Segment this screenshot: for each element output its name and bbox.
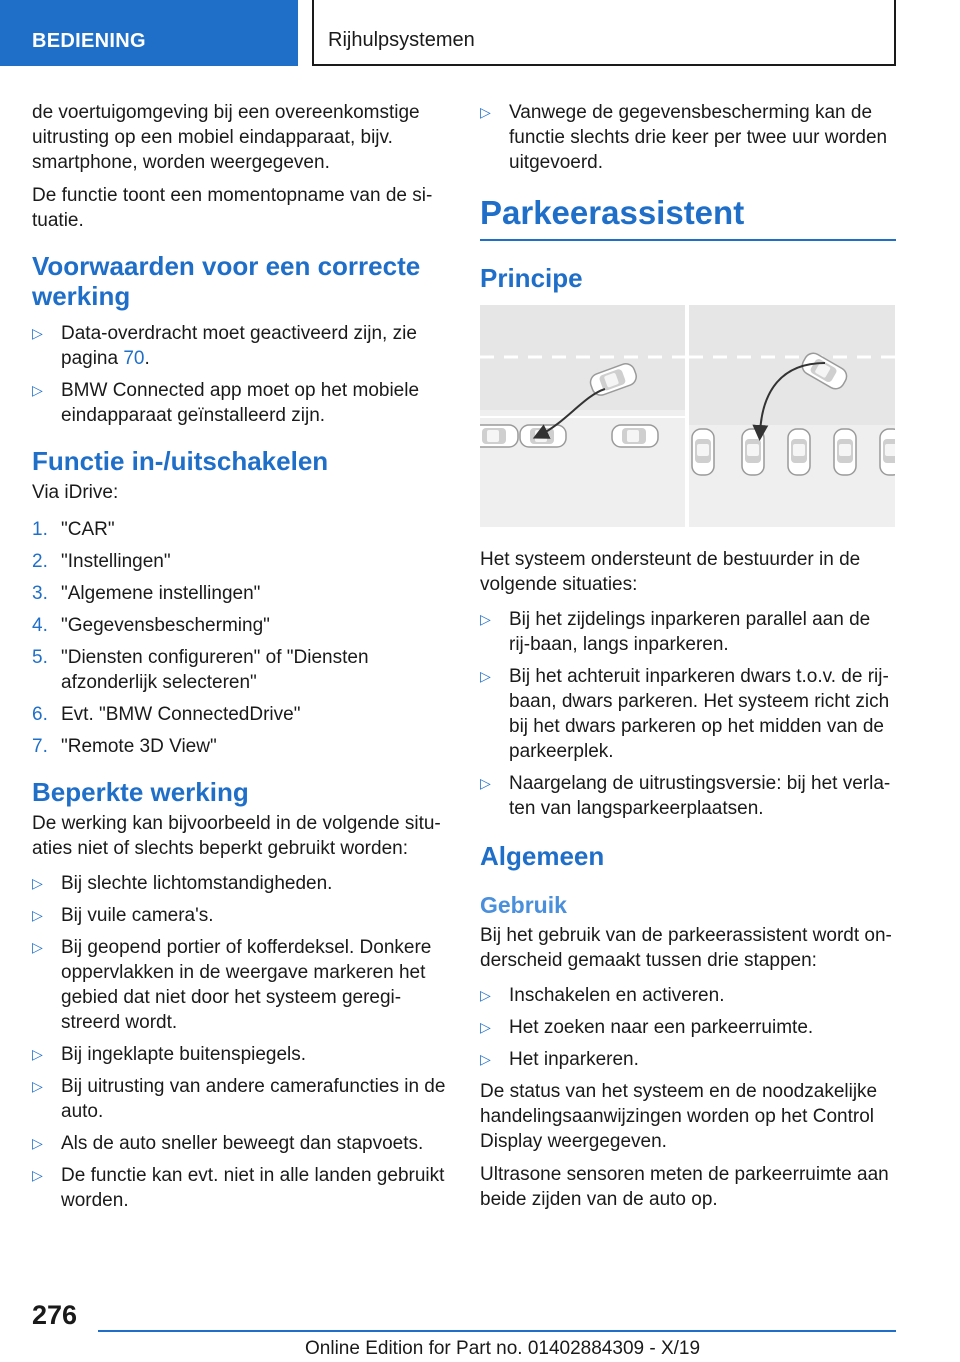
list-item (32, 935, 450, 1035)
step-number: 4. (32, 615, 48, 636)
triangle-bullet-icon: ▷ (32, 875, 43, 891)
list-item-text: Het inparkeren. (509, 1049, 639, 1070)
triangle-bullet-icon: ▷ (32, 1167, 43, 1183)
list-item-text: Als de auto sneller beweegt dan stapvoets. (61, 1133, 424, 1154)
heading-limited: Beperkte werking (32, 777, 249, 807)
list-item (32, 1042, 450, 1067)
triangle-bullet-icon: ▷ (480, 668, 491, 684)
paragraph: Bij het gebruik van de parkeerassistent wordt on‐derscheid gemaakt tussen drie stappen: (480, 925, 892, 971)
edition-note: Online Edition for Part no. 01402884309 - X/19 (305, 1338, 701, 1359)
list-item (32, 702, 450, 727)
list-item-text: Bij uitrusting van andere camerafuncties in de auto. (61, 1076, 446, 1122)
chapter-tab (312, 0, 896, 66)
page-link[interactable]: 70 (123, 348, 145, 369)
section-tab (0, 0, 298, 66)
list-item (32, 581, 450, 606)
car-parked (480, 425, 518, 447)
situations-list (480, 607, 896, 821)
paragraph: De werking kan bijvoorbeeld in de volgende situ‐aties niet of slechts beperkt gebruikt worden: (32, 813, 441, 859)
triangle-bullet-icon: ▷ (480, 104, 491, 120)
triangle-bullet-icon: ▷ (32, 382, 43, 398)
list-item (32, 1131, 450, 1156)
list-item (32, 549, 450, 574)
list-item-text: Bij slechte lichtomstandigheden. (61, 873, 333, 894)
list-item-text: "CAR" (61, 519, 115, 540)
page-number: 276 (32, 1300, 78, 1330)
list-item-text: Naargelang de uitrustingsversie: bij het verla‐ten van langsparkeerplaatsen. (509, 773, 891, 819)
heading-use: Gebruik (480, 892, 567, 918)
stages-list (480, 983, 896, 1072)
list-item (480, 100, 896, 175)
triangle-bullet-icon: ▷ (32, 1046, 43, 1062)
triangle-bullet-icon: ▷ (480, 775, 491, 791)
list-item-text: De functie kan evt. niet in alle landen gebruikt worden. (61, 1165, 445, 1211)
car-parked (880, 429, 895, 475)
heading-conditions: Voorwaarden voor een correcte werking (32, 251, 421, 311)
triangle-bullet-icon: ▷ (32, 939, 43, 955)
list-item-text: BMW Connected app moet op het mobiele eindapparaat geïnstalleerd zijn. (61, 380, 420, 426)
triangle-bullet-icon: ▷ (480, 611, 491, 627)
list-item-text: "Diensten configureren" of "Diensten afzonderlijk selecteren" (61, 647, 369, 693)
step-number: 5. (32, 647, 48, 668)
list-item (32, 517, 450, 542)
list-item (32, 613, 450, 638)
triangle-bullet-icon: ▷ (32, 325, 43, 341)
step-number: 6. (32, 704, 48, 725)
paragraph: de voertuigomgeving bij een overeenkomstige uitrusting op een mobiel eindapparaat, bijv. smartphone, worden weergegeven. (32, 102, 420, 173)
list-item (32, 871, 450, 896)
list-item (480, 771, 896, 821)
list-item-text: "Algemene instellingen" (61, 583, 261, 604)
triangle-bullet-icon: ▷ (32, 1078, 43, 1094)
list-item (32, 734, 450, 759)
list-item-text: Bij het zijdelings inparkeren parallel aan de rij‐baan, langs inparkeren. (509, 609, 871, 655)
list-item (480, 983, 896, 1008)
car-parked (692, 429, 714, 475)
triangle-bullet-icon: ▷ (480, 1019, 491, 1035)
step-number: 1. (32, 519, 48, 540)
chapter-title: Rijhulpsystemen (328, 29, 475, 51)
steps-list (32, 517, 450, 759)
privacy-list (480, 100, 896, 175)
list-item (480, 664, 896, 764)
list-item-text: Bij vuile camera's. (61, 905, 214, 926)
list-item-text: Vanwege de gegevensbescherming kan de functie slechts drie keer per twee uur worden uitgevoerd. (509, 102, 888, 173)
list-item (32, 1163, 450, 1213)
car-parked (788, 429, 810, 475)
heading-principle: Principe (480, 263, 583, 293)
right-column (480, 100, 896, 1220)
list-item-text: . (144, 348, 150, 369)
step-number: 3. (32, 583, 48, 604)
heading-switch: Functie in-/uitschakelen (32, 446, 329, 476)
paragraph: De functie toont een momentopname van de si‐tuatie. (32, 185, 433, 231)
list-item-text: Bij ingeklapte buitenspiegels. (61, 1044, 307, 1065)
left-column (32, 100, 450, 1220)
list-item-text: Het zoeken naar een parkeerruimte. (509, 1017, 814, 1038)
list-item-text: "Gegevensbescherming" (61, 615, 270, 636)
paragraph: Het systeem ondersteunt de bestuurder in de volgende situaties: (480, 549, 861, 595)
list-item (32, 903, 450, 928)
paragraph: De status van het systeem en de noodzakelijke handelingsaanwijzingen worden op het Control Display weergegeven. (480, 1081, 878, 1152)
list-item-text: Data-overdracht moet geactiveerd zijn, zie pagina (61, 323, 417, 369)
list-item (32, 645, 450, 695)
triangle-bullet-icon: ▷ (32, 1135, 43, 1151)
limitations-list (32, 871, 450, 1213)
list-item (480, 1047, 896, 1072)
list-item-text: Inschakelen en activeren. (509, 985, 725, 1006)
list-item (32, 321, 450, 371)
triangle-bullet-icon: ▷ (480, 987, 491, 1003)
list-item-text: Bij het achteruit inparkeren dwars t.o.v. de rij‐baan, dwars parkeren. Het systeem richt zich bij het dwars parkeren op het midden van de parkeerplek. (509, 666, 890, 762)
paragraph: Ultrasone sensoren meten de parkeerruimte aan beide zijden van de auto op. (480, 1164, 889, 1210)
list-item (32, 1074, 450, 1124)
conditions-list (32, 321, 450, 428)
car-parked (612, 425, 658, 447)
car-parked (834, 429, 856, 475)
car-parked (742, 429, 764, 475)
section-title: BEDIENING (32, 30, 146, 52)
triangle-bullet-icon: ▷ (32, 907, 43, 923)
parking-illustration (480, 305, 895, 527)
step-number: 7. (32, 736, 48, 757)
car-parked (520, 425, 566, 447)
list-item-text: "Remote 3D View" (61, 736, 217, 757)
list-item-text: "Instellingen" (61, 551, 171, 572)
list-item (480, 1015, 896, 1040)
list-item (480, 607, 896, 657)
step-number: 2. (32, 551, 48, 572)
divider (685, 305, 689, 527)
heading-general: Algemeen (480, 841, 605, 871)
list-item (32, 378, 450, 428)
paragraph: Via iDrive: (32, 482, 119, 503)
heading-parking-assistant: Parkeerassistent (480, 193, 896, 241)
list-item-text: Bij geopend portier of kofferdeksel. Donkere oppervlakken in de weergave markeren het gebied dat niet door het systeem geregi‐streerd wordt. (61, 937, 432, 1033)
list-item-text: Evt. "BMW ConnectedDrive" (61, 704, 301, 725)
triangle-bullet-icon: ▷ (480, 1051, 491, 1067)
footer-divider (98, 1330, 896, 1332)
